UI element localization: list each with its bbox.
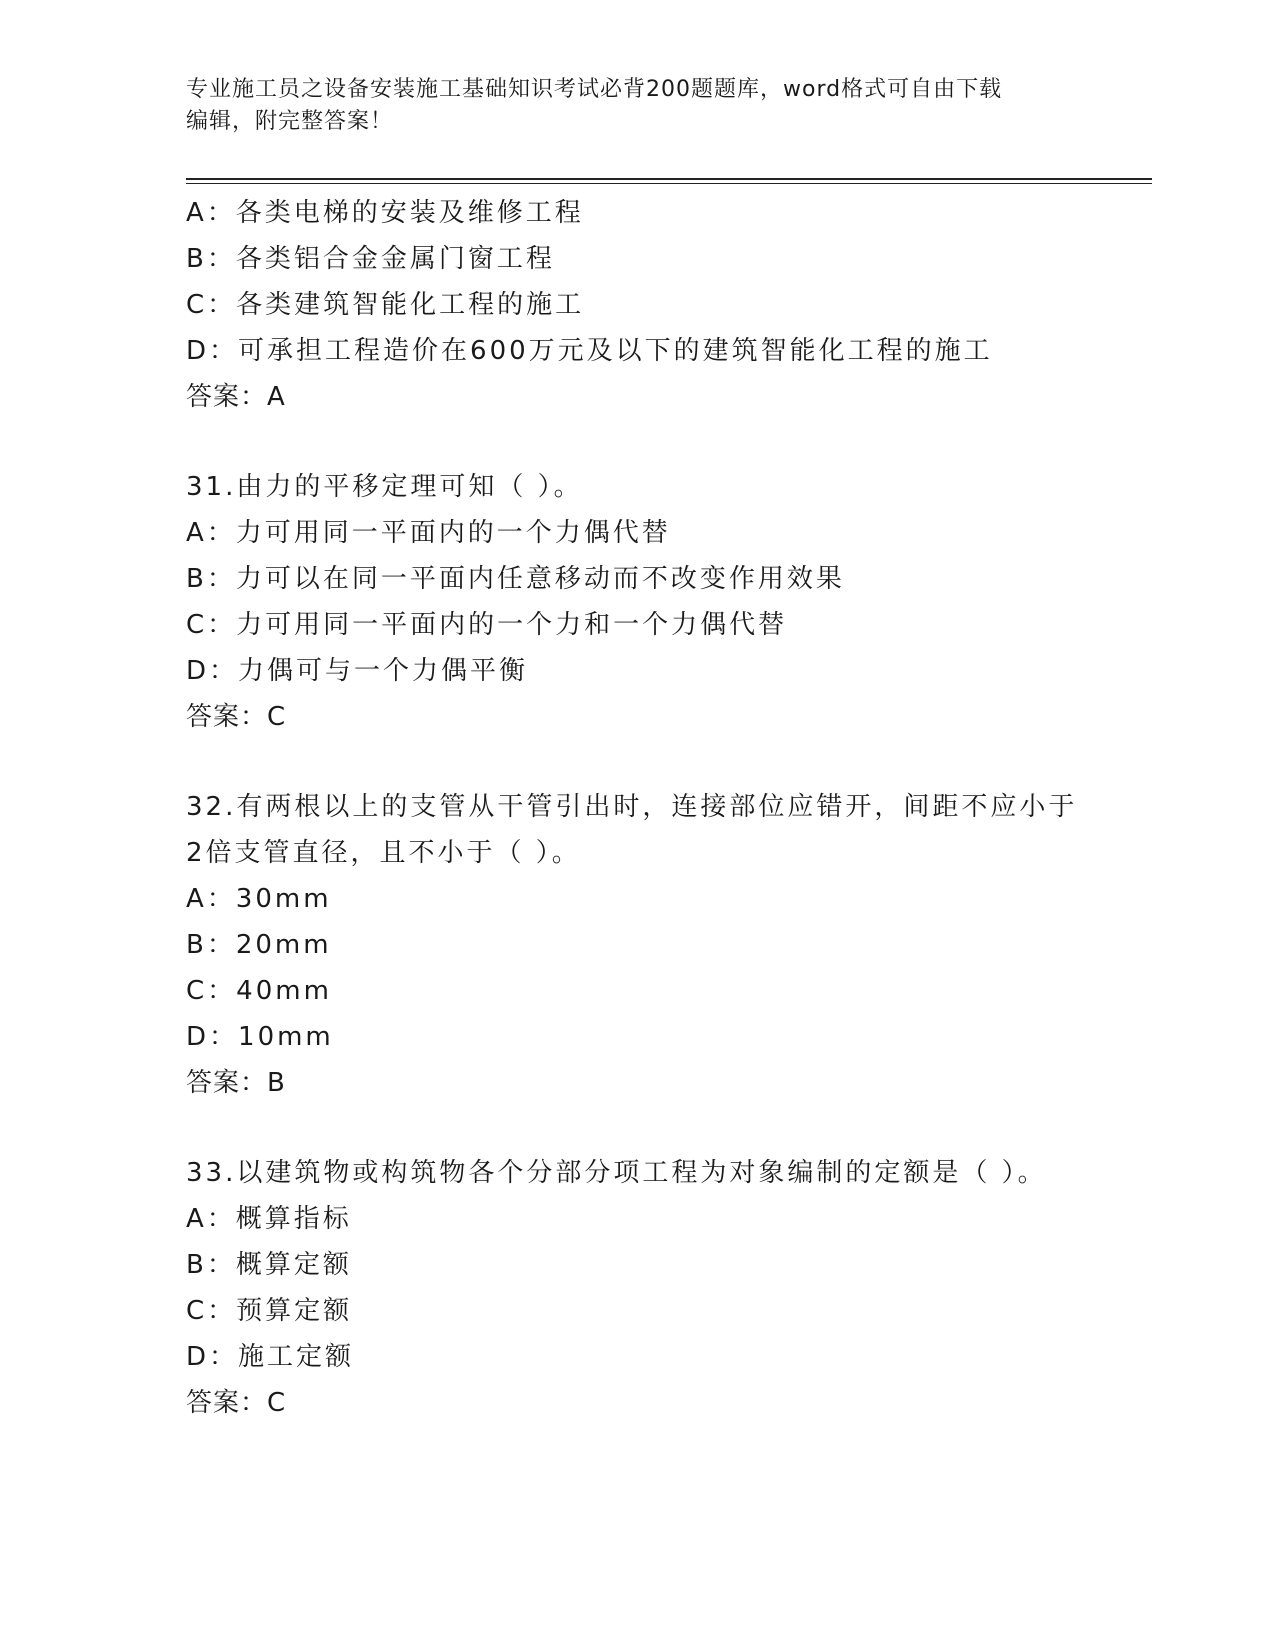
option-c: C：力可用同一平面内的一个力和一个力偶代替 [186,610,788,640]
option-c: C：各类建筑智能化工程的施工 [186,290,585,320]
answer-label: 答案：C [186,702,287,732]
header-divider-thin [186,183,1152,184]
question-text: 31.由力的平移定理可知（ ）。 [186,472,583,502]
option-b: B：力可以在同一平面内任意移动而不改变作用效果 [186,564,845,594]
header-divider-thick [186,178,1152,180]
answer-label: 答案：C [186,1388,287,1418]
option-a: A：力可用同一平面内的一个力偶代替 [186,518,671,548]
header-title-line1: 专业施工员之设备安装施工基础知识考试必背200题题库，word格式可自由下载 [186,77,1003,102]
answer-label: 答案：B [186,1068,286,1098]
option-b: B：20mm [186,930,332,960]
option-d: D：可承担工程造价在600万元及以下的建筑智能化工程的施工 [186,336,993,366]
question-33 [186,1150,1146,1426]
question-text-line2: 2倍支管直径，且不小于（ ）。 [186,838,581,868]
question-30 [186,190,1146,420]
option-c: C：40mm [186,976,332,1006]
option-d: D：力偶可与一个力偶平衡 [186,656,529,686]
option-b: B：概算定额 [186,1250,352,1280]
question-text-line1: 32.有两根以上的支管从干管引出时，连接部位应错开，间距不应小于 [186,792,1078,822]
answer-label: 答案：A [186,382,286,412]
header-title-line2: 编辑，附完整答案！ [186,109,394,134]
question-31 [186,464,1146,740]
option-a: A：各类电梯的安装及维修工程 [186,198,584,228]
question-32 [186,784,1146,1106]
option-a: A：概算指标 [186,1204,352,1234]
option-c: C：预算定额 [186,1296,353,1326]
option-b: B：各类铝合金金属门窗工程 [186,244,555,274]
option-a: A：30mm [186,884,332,914]
document-header [186,74,1066,138]
question-list [186,190,1146,1426]
question-text: 33.以建筑物或构筑物各个分部分项工程为对象编制的定额是（ ）。 [186,1158,1047,1188]
option-d: D：施工定额 [186,1342,355,1372]
option-d: D：10mm [186,1022,334,1052]
